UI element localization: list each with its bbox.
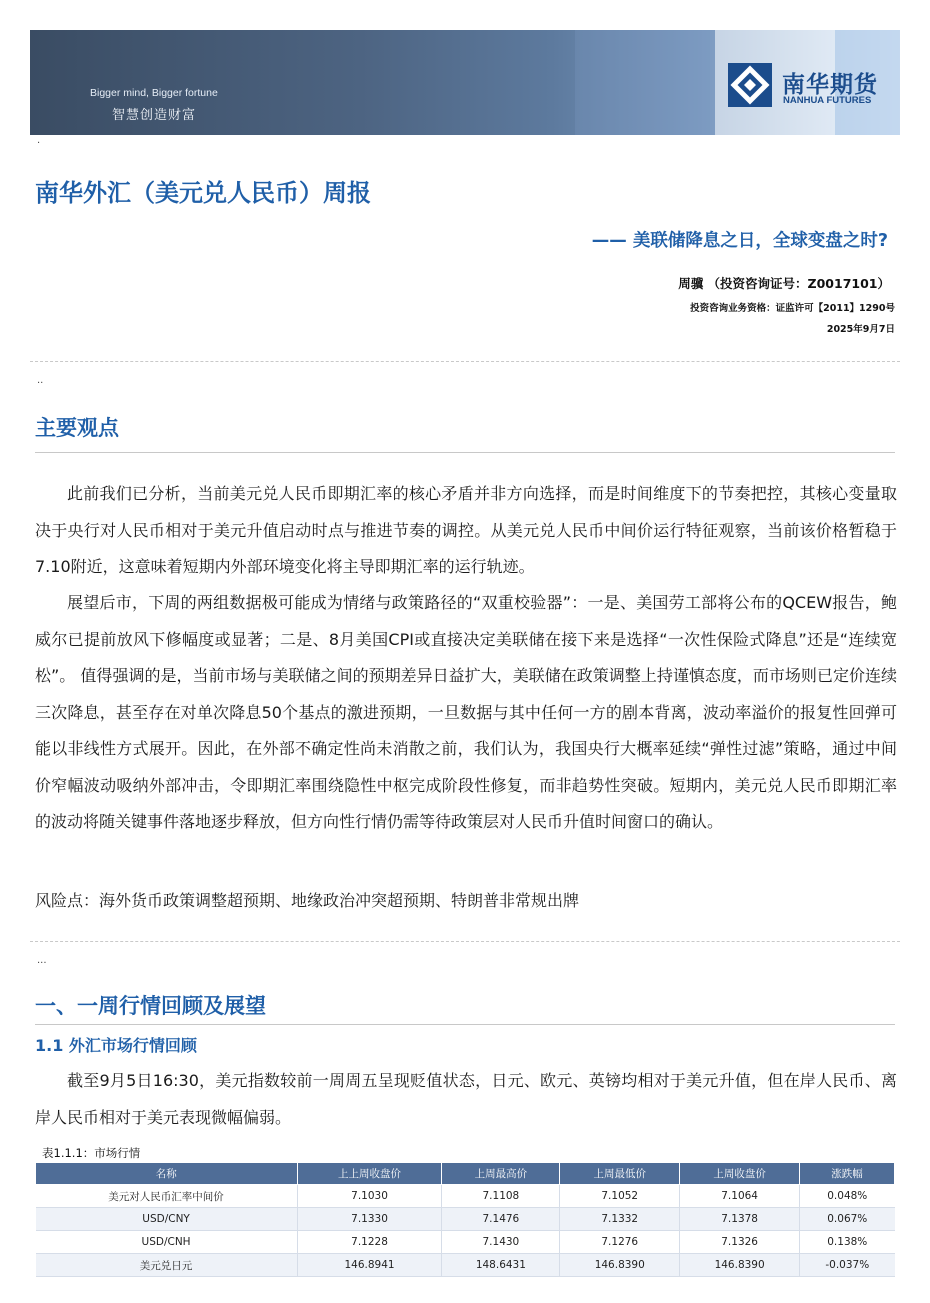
table-cell: 148.6431 <box>442 1254 560 1277</box>
heading-underline <box>35 1024 895 1025</box>
table-cell: 7.1332 <box>560 1208 680 1231</box>
column-header: 上周最低价 <box>560 1163 680 1185</box>
slogan-chinese: 智慧创造财富 <box>112 108 197 123</box>
column-header: 上周最高价 <box>442 1163 560 1185</box>
table-cell: 7.1330 <box>297 1208 442 1231</box>
heading-underline <box>35 452 895 453</box>
table-row <box>36 1208 895 1231</box>
divider <box>30 361 900 362</box>
column-header: 涨跌幅 <box>800 1163 895 1185</box>
main-points-heading: 主要观点 <box>35 416 119 440</box>
logo-text-chinese: 南华期货 <box>782 72 878 98</box>
table-cell: 0.138% <box>800 1231 895 1254</box>
table-cell: USD/CNY <box>36 1208 298 1231</box>
table-row <box>36 1254 895 1277</box>
divider <box>30 941 900 942</box>
author-line: 周骥 （投资咨询证号：Z0017101） <box>678 276 890 291</box>
table-row <box>36 1231 895 1254</box>
table-cell: 146.8390 <box>560 1254 680 1277</box>
marker-dot: · <box>37 138 41 149</box>
nanhua-logo-icon <box>728 63 772 107</box>
table-cell: 146.8941 <box>297 1254 442 1277</box>
logo-text-english: NANHUA FUTURES <box>783 95 872 106</box>
table-cell: 7.1276 <box>560 1231 680 1254</box>
banner-panel <box>575 30 715 135</box>
table-cell: 146.8390 <box>680 1254 800 1277</box>
report-subtitle: —— 美联储降息之日，全球变盘之时? <box>591 231 888 251</box>
report-title: 南华外汇（美元兑人民币）周报 <box>35 179 371 207</box>
header-banner <box>30 30 900 135</box>
section-1-heading: 一、一周行情回顾及展望 <box>35 994 266 1018</box>
table-cell: USD/CNH <box>36 1231 298 1254</box>
slogan-english: Bigger mind, Bigger fortune <box>90 87 218 99</box>
table-cell: -0.037% <box>800 1254 895 1277</box>
table-cell: 7.1378 <box>680 1208 800 1231</box>
table-cell: 7.1430 <box>442 1231 560 1254</box>
risk-note: 风险点：海外货币政策调整超预期、地缘政治冲突超预期、特朗普非常规出牌 <box>35 891 580 910</box>
column-header: 上周收盘价 <box>680 1163 800 1185</box>
column-header: 上上周收盘价 <box>297 1163 442 1185</box>
license-line: 投资咨询业务资格：证监许可【2011】1290号 <box>690 303 895 314</box>
table-cell: 7.1476 <box>442 1208 560 1231</box>
marker-dot: ·· <box>37 378 44 389</box>
table-header-row <box>36 1163 895 1185</box>
section-1-paragraph: 截至9月5日16:30，美元指数较前一周周五呈现贬值状态，日元、欧元、英镑均相对于美元升值，但在岸人民币、离岸人民币相对于美元表现微幅偏弱。 <box>35 1071 897 1127</box>
table-cell: 7.1326 <box>680 1231 800 1254</box>
main-points-paragraph-2: 展望后市，下周的两组数据极可能成为情绪与政策路径的“双重校验器”：一是、美国劳工部将公布的QCEW报告，鲍威尔已提前放风下修幅度或显著；二是、8月美国CPI或直接决定美联储在接下来是选择“一次性保险式降息”还是“连续宽松”。 值得强调的是，当前市场与美联储之间的预期差异日益扩大，美联储在政策调整上持谨慎态度，而市场则已定价连续三次降息，甚至存在对单次降息50个基点的激进预期，一旦数据与其中任何一方的剧本背离，波动率溢价的报复性回弹可能以非线性方式展开。因此，在外部不确定性尚未消散之前，我们认为，我国央行大概率延续“弹性过滤”策略，通过中间价窄幅波动吸纳外部冲击，令即期汇率围绕隐性中枢完成阶段性修复，而非趋势性突破。短期内，美元兑人民币即期汇率的波动将随关键事件落地逐步释放，但方向性行情仍需等待政策层对人民币升值时间窗口的确认。 <box>35 593 897 831</box>
table-cell: 7.1228 <box>297 1231 442 1254</box>
table-cell: 0.048% <box>800 1185 895 1208</box>
market-table <box>35 1162 895 1277</box>
table-cell: 美元对人民币汇率中间价 <box>36 1185 298 1208</box>
table-cell: 美元兑日元 <box>36 1254 298 1277</box>
table-row <box>36 1185 895 1208</box>
table-cell: 7.1108 <box>442 1185 560 1208</box>
report-date: 2025年9月7日 <box>826 324 895 335</box>
marker-dot: ··· <box>37 958 47 969</box>
table-cell: 7.1052 <box>560 1185 680 1208</box>
column-header: 名称 <box>36 1163 298 1185</box>
section-1-1-heading: 1.1 外汇市场行情回顾 <box>35 1036 197 1055</box>
table-caption: 表1.1.1：市场行情 <box>42 1146 141 1160</box>
table-cell: 7.1064 <box>680 1185 800 1208</box>
table-cell: 0.067% <box>800 1208 895 1231</box>
table-cell: 7.1030 <box>297 1185 442 1208</box>
main-points-paragraph-1: 此前我们已分析，当前美元兑人民币即期汇率的核心矛盾并非方向选择，而是时间维度下的节奏把控，其核心变量取决于央行对人民币相对于美元升值启动时点与推进节奏的调控。从美元兑人民币中间价运行特征观察，当前该价格暂稳于7.10附近，这意味着短期内外部环境变化将主导即期汇率的运行轨迹。 <box>35 484 897 576</box>
